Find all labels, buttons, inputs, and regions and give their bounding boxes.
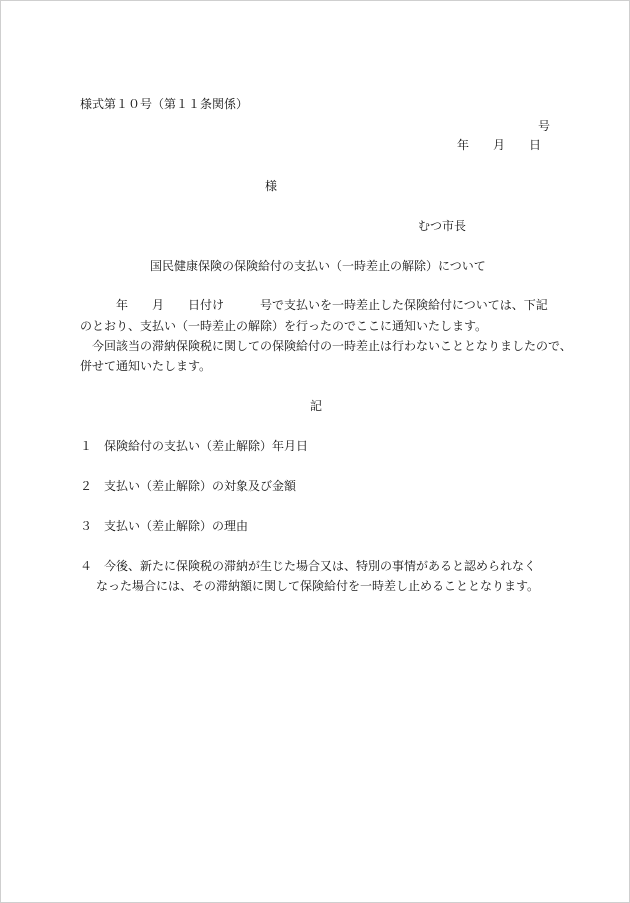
- body-p1-line1: 年 月 日付け 号で支払いを一時差止した保険給付については、下記: [80, 298, 548, 312]
- body-p2-line2: 併せて通知いたします。: [80, 359, 212, 373]
- item-4-text: 今後、新たに保険税の滞納が生じた場合又は、特別の事情があると認められなく: [104, 559, 537, 573]
- item-1-text: 保険給付の支払い（差止解除）年月日: [104, 439, 309, 453]
- addressee-suffix: 様: [265, 179, 278, 193]
- item-1-number: １: [80, 439, 93, 453]
- form-label: 様式第１０号（第１１条関係）: [80, 97, 249, 111]
- item-3-text: 支払い（差止解除）の理由: [104, 519, 249, 533]
- body-p1-line2: のとおり、支払い（一時差止の解除）を行ったのでここに通知いたします。: [80, 319, 488, 333]
- sender-name: むつ市長: [418, 219, 467, 233]
- date-line: 年 月 日: [457, 138, 542, 152]
- item-4-text-line2: なった場合には、その滞納額に関して保険給付を一時差し止めることとなります。: [96, 579, 540, 593]
- item-3-number: ３: [80, 519, 93, 533]
- item-2-text: 支払い（差止解除）の対象及び金額: [104, 479, 297, 493]
- ki-heading: 記: [310, 399, 323, 413]
- body-p2-line1: 今回該当の滞納保険税に関しての保険給付の一時差止は行わないこととなりましたので、: [80, 339, 572, 353]
- document-number-mark: 号: [538, 119, 551, 133]
- document-title: 国民健康保険の保険給付の支払い（一時差止の解除）について: [150, 259, 486, 273]
- item-4-number: ４: [80, 559, 93, 573]
- item-2-number: ２: [80, 479, 93, 493]
